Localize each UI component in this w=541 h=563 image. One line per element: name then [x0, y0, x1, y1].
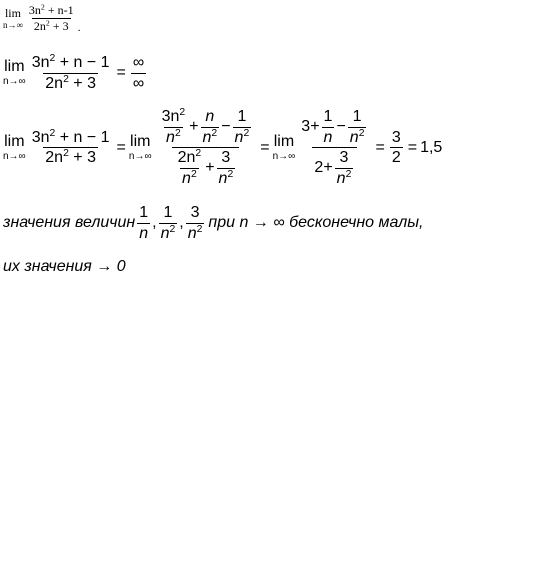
- t: + 3: [49, 19, 69, 33]
- t: n: [202, 128, 212, 146]
- denominator: 2: [391, 149, 401, 167]
- equals: =: [116, 138, 126, 156]
- exp: 2: [358, 127, 365, 139]
- f-3n2-n2: [160, 108, 188, 146]
- frac-1-n: [137, 204, 150, 242]
- denominator: [164, 127, 183, 147]
- equals: =: [116, 64, 126, 82]
- exp: 2: [63, 73, 69, 85]
- three-halves: [390, 129, 403, 167]
- lim-word: lim: [4, 58, 25, 76]
- denominator: [201, 127, 220, 147]
- comma: ,: [152, 214, 157, 232]
- t: 3n: [31, 54, 50, 71]
- exp: 2: [195, 147, 202, 159]
- numerator: 1: [323, 108, 333, 125]
- explanation-conclusion: их значения → 0: [3, 258, 126, 275]
- lim-word: lim: [4, 6, 21, 20]
- numerator: n: [205, 108, 215, 125]
- exp: 2: [227, 168, 234, 180]
- denominator: [159, 223, 178, 243]
- numerator: [30, 54, 112, 73]
- exp: 2: [243, 127, 250, 139]
- plus: +: [310, 118, 320, 136]
- lim-sub: n→∞: [3, 150, 26, 162]
- frac-1-n2: [159, 204, 178, 242]
- lim-sub: n→∞: [3, 20, 23, 30]
- t: 3n: [28, 2, 41, 17]
- limit-line-2: [3, 108, 442, 187]
- t: 2n: [45, 149, 64, 167]
- line2-compound-fraction: [156, 108, 256, 187]
- numerator: [30, 129, 112, 148]
- exp: 2: [211, 127, 218, 139]
- denominator: n: [139, 224, 149, 242]
- line2-fraction-a: [30, 129, 112, 167]
- numerator: 3: [391, 128, 401, 146]
- lim-sub: n→∞: [272, 150, 296, 162]
- t: 3: [301, 118, 311, 136]
- f-1-n: [322, 108, 335, 146]
- numerator: 3: [221, 149, 231, 167]
- numerator: [156, 108, 256, 147]
- numerator: 3: [339, 149, 349, 167]
- denominator: ∞: [132, 74, 145, 92]
- plus: +: [323, 159, 333, 177]
- lim-word: lim: [4, 132, 25, 150]
- line1-lim: [3, 59, 26, 87]
- t: + n − 1: [55, 54, 110, 71]
- header-lim: [3, 7, 23, 30]
- denominator: [233, 127, 252, 147]
- exp: 2: [40, 2, 45, 12]
- numerator: [160, 108, 188, 127]
- denominator: [348, 127, 367, 147]
- t: n: [160, 224, 170, 242]
- header-period: .: [77, 20, 81, 34]
- f-1-n2: [348, 108, 367, 146]
- t: + n-1: [44, 2, 74, 17]
- exp: 2: [345, 168, 352, 180]
- header-expression: [3, 2, 81, 35]
- f-1-n2: [233, 108, 252, 146]
- f-3-n2: [335, 149, 354, 187]
- t: 2n: [177, 149, 196, 167]
- t: + n − 1: [55, 128, 110, 146]
- comma: ,: [179, 214, 184, 232]
- result-value: 1,5: [420, 138, 443, 156]
- exp: 2: [169, 223, 176, 235]
- header-numerator: [27, 4, 76, 18]
- t: n: [218, 169, 228, 187]
- minus: −: [336, 118, 346, 136]
- lim-sub: n→∞: [128, 150, 152, 162]
- lim-word: lim: [130, 132, 151, 150]
- t: + 3: [68, 149, 96, 167]
- minus: −: [221, 118, 231, 136]
- t: 2n: [45, 74, 64, 92]
- numerator: 1: [163, 204, 173, 221]
- denominator: [172, 147, 240, 187]
- t: 3n: [31, 128, 50, 146]
- exp: 2: [49, 52, 56, 64]
- denominator: [217, 168, 236, 188]
- equals: =: [375, 138, 385, 156]
- exp: 2: [196, 223, 203, 235]
- line1-fraction: [30, 54, 112, 92]
- denominator: [312, 147, 357, 187]
- t: n: [182, 169, 191, 187]
- infinity-fraction: [131, 54, 146, 92]
- f-n-n2: [201, 108, 220, 146]
- lim-sub: n→∞: [3, 76, 26, 88]
- numerator: 1: [352, 108, 362, 125]
- denominator: [180, 168, 199, 188]
- numerator: 3: [190, 204, 200, 221]
- t: n: [166, 128, 175, 146]
- numerator: ∞: [132, 54, 145, 71]
- header-fraction: [27, 4, 76, 33]
- numerator: [176, 149, 204, 168]
- explanation-prefix: значения величин: [3, 214, 136, 232]
- t: 3n: [161, 108, 180, 125]
- exp: 2: [45, 18, 50, 28]
- line2-lim-c: [273, 134, 296, 162]
- denominator: [43, 147, 98, 167]
- denominator: n: [323, 128, 333, 146]
- lim-word: lim: [273, 132, 295, 150]
- exp: 2: [174, 127, 181, 139]
- line2-lim-b: [129, 134, 152, 162]
- numerator: 1: [139, 204, 149, 221]
- explanation-line-1: [3, 204, 423, 242]
- t: + 3: [68, 74, 96, 92]
- f-2n2-n2: [176, 149, 204, 187]
- explanation-suffix: при n → ∞ бесконечно малы,: [208, 214, 424, 232]
- t: 2: [314, 159, 324, 177]
- exp: 2: [179, 106, 186, 118]
- equals: =: [407, 138, 418, 156]
- numerator: [299, 108, 370, 147]
- exp: 2: [49, 127, 56, 139]
- explanation-line-2: [3, 258, 126, 276]
- line2-lim-a: [3, 134, 26, 162]
- equals: =: [260, 138, 270, 156]
- f-3-n2: [217, 149, 236, 187]
- t: n: [349, 128, 359, 146]
- t: n: [187, 224, 197, 242]
- denominator: [186, 223, 205, 243]
- numerator: 1: [237, 108, 247, 125]
- denominator: [335, 168, 354, 188]
- exp: 2: [190, 168, 197, 180]
- exp: 2: [63, 147, 69, 159]
- header-denominator: [32, 18, 71, 33]
- line2-simplified-fraction: [299, 108, 370, 187]
- frac-3-n2: [186, 204, 205, 242]
- limit-line-1: [3, 54, 148, 92]
- denominator: [43, 73, 98, 93]
- t: 2n: [33, 19, 46, 33]
- t: n: [234, 128, 244, 146]
- plus: +: [205, 159, 215, 177]
- plus: +: [189, 118, 199, 136]
- t: n: [336, 169, 346, 187]
